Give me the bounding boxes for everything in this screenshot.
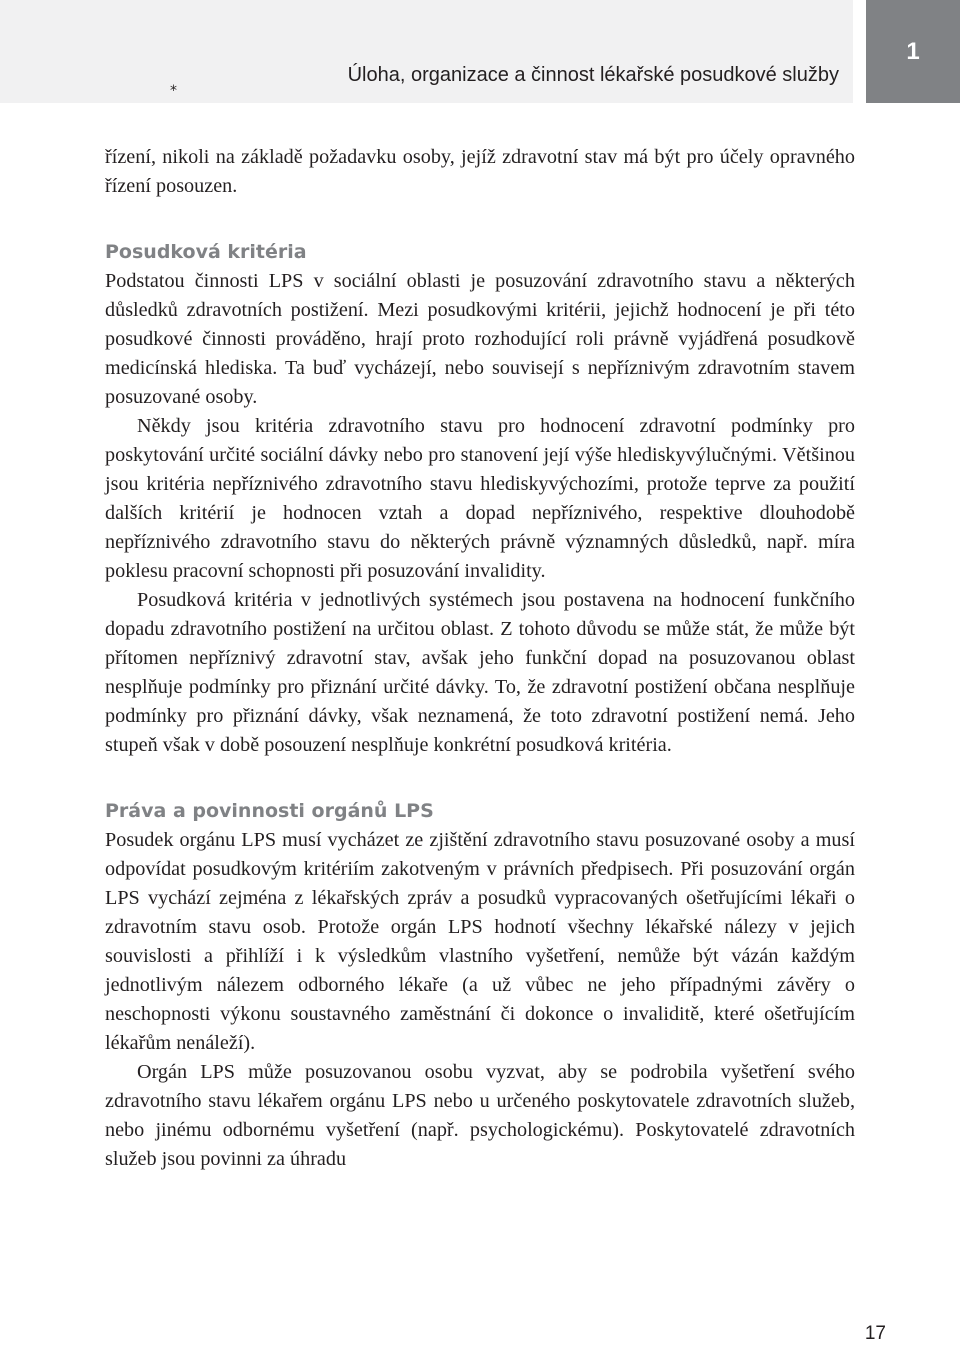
section1-paragraph-2: Někdy jsou kritéria zdravotního stavu pro hodnocení zdravotní podmínky pro poskytování určité sociální dávky nebo pro stanovení její výše hlediskyvýlučnými. Většinou jsou kritéria nepříznivého zdravotního stavu hlediskyvýchozími, protože teprve za použití dalších kritérií je hodnocen vztah a dopad nepříznivého, respektive dlouhodobě nepříznivého zdravotního stavu do některých právně významných důsledků, např. míra poklesu pracovní schopnosti při posuzování invalidity. (105, 415, 855, 582)
header-marker: * (170, 83, 177, 99)
section2-paragraph-1: Posudek orgánu LPS musí vycházet ze zjištění zdravotního stavu posuzované osoby a musí odpovídat posudkovým kritériím zakotveným v právních předpisech. Při posuzování orgán LPS vychází zejména z lékařských zpráv a posudků vypracovaných ošetřujícími lékaři o zdravotním stavu osob. Protože orgán LPS hodnotí všechny lékařské nálezy v jejich souvislosti a přihlíží i k výsledkům vlastního vyšetření, nemůže být vázán každým jednotlivým nálezem odborného lékaře (a už vůbec ne jeho případnými závěry o neschopnosti výkonu soustavného zaměstnání či dokonce o invaliditě, které ošetřujícím lékařům nenáleží). (105, 829, 855, 1054)
chapter-number: 1 (906, 37, 920, 65)
page-number: 17 (864, 1323, 886, 1344)
page-body (105, 143, 855, 1174)
section2-paragraph-2: Orgán LPS může posuzovanou osobu vyzvat, aby se podrobila vyšetření svého zdravotního stavu lékařem orgánu LPS nebo u určeného poskytovatele zdravotních služeb, nebo jinému odbornému vyšetření (např. psychologickému). Poskytovatelé zdravotních služeb jsou povinni za úhradu (105, 1061, 855, 1170)
section1-paragraph-3: Posudková kritéria v jednotlivých systémech jsou postavena na hodnocení funkčního dopadu zdravotního postižení na určitou oblast. Z tohoto důvodu se může stát, že může být přítomen nepříznivý zdravotní stav, avšak jeho funkční dopad na posuzovanou oblast nesplňuje podmínky pro přiznání určité dávky. To, že zdravotní postižení občana nesplňuje podmínky pro přiznání dávky, však neznamená, že toto zdravotní postižení nemá. Jeho stupeň však v době posouzení nesplňuje konkrétní posudková kritéria. (105, 589, 855, 756)
section1-paragraph-1: Podstatou činnosti LPS v sociální oblasti je posuzování zdravotního stavu a některých důsledků zdravotních postižení. Mezi posudkovými kritérii, jejichž hodnocení je při této posudkové činnosti prováděno, hrají proto rozhodující roli právně vyjádřená posudkově medicínská hlediska. Ta buď vycházejí, nebo souvisejí s nepříznivým zdravotním stavem posuzované osoby. (105, 270, 855, 408)
chapter-number-tab (866, 0, 960, 103)
section-heading-posudkova-kriteria: Posudková kritéria (105, 241, 307, 263)
section-heading-prava-a-povinnosti: Práva a povinnosti orgánů LPS (105, 800, 434, 822)
running-header-title: Úloha, organizace a činnost lékařské posudkové služby (347, 64, 839, 86)
intro-paragraph: řízení, nikoli na základě požadavku osoby, jejíž zdravotní stav má být pro účely opravného řízení posouzen. (105, 146, 855, 197)
